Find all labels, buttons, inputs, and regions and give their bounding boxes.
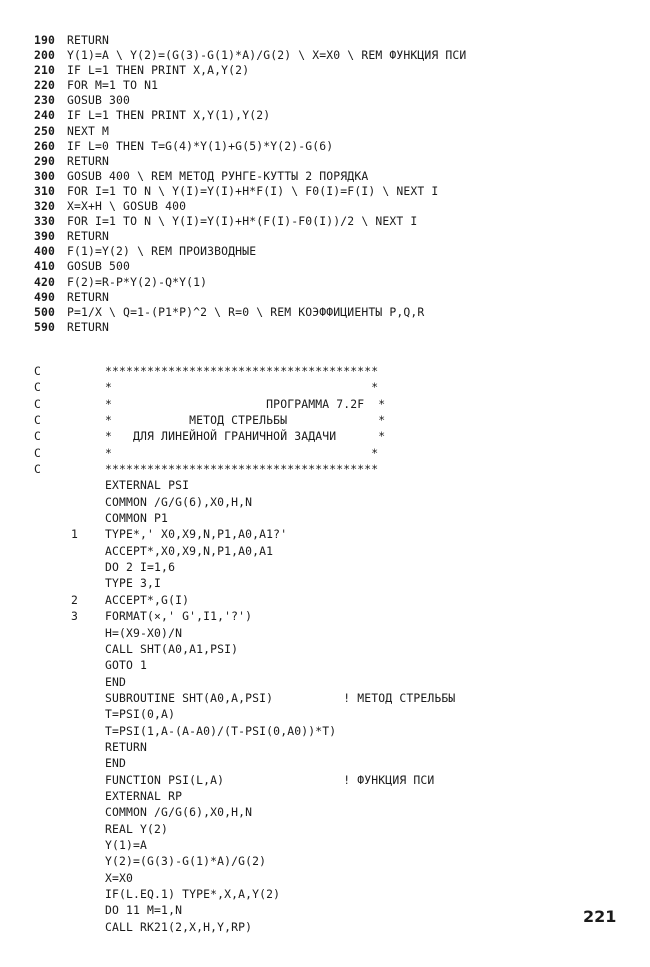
fortran-code: ACCEPT*,G(I) [105, 592, 190, 607]
fortran-label-column [34, 853, 105, 869]
fortran-code: ACCEPT*,X0,X9,N,P1,A0,A1 [105, 543, 274, 558]
comment-marker: C [34, 364, 42, 378]
fortran-label-column [34, 592, 105, 608]
basic-line [34, 63, 634, 78]
fortran-code: CALL SHT(A0,A1,PSI) [105, 641, 239, 656]
fortran-line [34, 526, 634, 542]
fortran-code: GOTO 1 [105, 658, 148, 673]
basic-line-code: IF L=1 THEN PRINT X,Y(1),Y(2) [67, 108, 271, 123]
fortran-label-column [34, 804, 105, 820]
basic-line [34, 214, 634, 229]
basic-line [34, 139, 634, 154]
basic-line-number: 500 [34, 304, 56, 319]
basic-line-number: 250 [34, 123, 56, 138]
basic-line [34, 275, 634, 290]
fortran-line [34, 755, 634, 771]
basic-line-code: F(1)=Y(2) \ REM ПРОИЗВОДНЫЕ [67, 244, 257, 259]
fortran-label-column [34, 428, 105, 444]
fortran-line [34, 559, 634, 575]
basic-line-number: 420 [34, 274, 56, 289]
basic-line-code: FOR M=1 TO N1 [67, 78, 159, 93]
fortran-line [34, 919, 634, 935]
fortran-label-column [34, 608, 105, 624]
fortran-code: T=PSI(0,A) [105, 707, 176, 722]
basic-line-code: RETURN [67, 229, 110, 244]
basic-line [34, 154, 634, 169]
fortran-code: Y(1)=A [105, 837, 148, 852]
fortran-label-column [34, 625, 105, 641]
fortran-code: TYPE 3,I [105, 576, 162, 591]
fortran-line [34, 657, 634, 673]
fortran-code: IF(L.EQ.1) TYPE*,X,A,Y(2) [105, 887, 281, 901]
basic-line [34, 229, 634, 244]
fortran-code: Y(2)=(G(3)-G(1)*A)/G(2) [105, 854, 267, 869]
fortran-line [34, 379, 634, 395]
fortran-line [34, 543, 634, 559]
fortran-label-column [34, 902, 105, 918]
fortran-line [34, 641, 634, 657]
page-number: 221 [583, 907, 617, 926]
comment-marker: C [34, 445, 42, 460]
fortran-code: EXTERNAL PSI [105, 478, 190, 493]
fortran-label-column [34, 396, 105, 412]
fortran-label-column [34, 788, 105, 804]
fortran-label-column [34, 870, 105, 886]
basic-line-code: RETURN [67, 153, 110, 168]
fortran-label-column [34, 674, 105, 690]
basic-line-number: 330 [34, 214, 56, 229]
fortran-label-column [34, 772, 105, 788]
fortran-code: TYPE*,' X0,X9,N,P1,A0,A1?' [105, 527, 288, 542]
basic-line-code: Y(1)=A \ Y(2)=(G(3)-G(1)*A)/G(2) \ X=X0 \ REM ФУНКЦИЯ ПСИ [67, 48, 467, 63]
fortran-code: COMMON /G/G(6),X0,H,N [105, 805, 253, 820]
fortran-label-column [34, 706, 105, 722]
fortran-code: H=(X9-X0)/N [105, 625, 183, 640]
fortran-label-column [34, 739, 105, 755]
basic-line-code: RETURN [67, 289, 110, 304]
basic-line-number: 490 [34, 289, 56, 304]
basic-line-code: GOSUB 300 [67, 93, 131, 108]
fortran-code: *************************************** [105, 462, 379, 477]
fortran-code: DO 11 M=1,N [105, 903, 183, 918]
fortran-code: EXTERNAL RP [105, 788, 183, 803]
fortran-label-column [34, 461, 105, 477]
basic-line [34, 78, 634, 93]
fortran-line [34, 428, 634, 444]
fortran-code: T=PSI(1,A-(A-A0)/(T-PSI(0,A0))*T) [105, 723, 337, 738]
fortran-label-column [34, 445, 105, 461]
fortran-code: COMMON /G/G(6),X0,H,N [105, 494, 253, 509]
basic-line-number: 300 [34, 168, 56, 183]
fortran-line [34, 690, 634, 706]
statement-label: 3 [71, 609, 79, 624]
fortran-code: COMMON P1 [105, 511, 169, 526]
fortran-label-column [34, 575, 105, 591]
basic-line-code: RETURN [67, 33, 110, 47]
fortran-code: *************************************** [105, 364, 379, 378]
basic-line [34, 48, 634, 63]
basic-line-code: IF L=1 THEN PRINT X,A,Y(2) [67, 63, 250, 78]
fortran-label-column [34, 919, 105, 935]
fortran-line [34, 396, 634, 412]
fortran-line [34, 575, 634, 591]
basic-line [34, 169, 634, 184]
fortran-line [34, 739, 634, 755]
fortran-label-column [34, 379, 105, 395]
fortran-code: X=X0 [105, 870, 134, 885]
fortran-label-column [34, 363, 105, 379]
comment-marker: C [34, 429, 42, 444]
fortran-code: FUNCTION PSI(L,A) ! ФУНКЦИЯ ПСИ [105, 772, 435, 787]
basic-line-code: IF L=0 THEN T=G(4)*Y(1)+G(5)*Y(2)-G(6) [67, 138, 334, 153]
fortran-line [34, 853, 634, 869]
basic-line [34, 93, 634, 108]
basic-line-code: GOSUB 400 \ REM МЕТОД РУНГЕ-КУТТЫ 2 ПОРЯДКА [67, 168, 369, 183]
comment-marker: C [34, 413, 42, 428]
fortran-line [34, 510, 634, 526]
basic-line-code: F(2)=R-P*Y(2)-Q*Y(1) [67, 274, 208, 289]
fortran-line [34, 494, 634, 510]
fortran-listing [34, 363, 634, 935]
fortran-line [34, 674, 634, 690]
fortran-line [34, 461, 634, 477]
comment-marker: C [34, 380, 42, 395]
basic-line-code: NEXT M [67, 123, 110, 138]
basic-line-number: 310 [34, 183, 56, 198]
basic-line-number: 590 [34, 319, 56, 334]
statement-label: 2 [71, 592, 79, 607]
fortran-line [34, 445, 634, 461]
fortran-code: REAL Y(2) [105, 821, 169, 836]
basic-line-number: 320 [34, 199, 56, 214]
basic-line [34, 305, 634, 320]
basic-line-code: GOSUB 500 [67, 259, 131, 274]
basic-line-code: RETURN [67, 319, 110, 334]
comment-marker: C [34, 462, 42, 477]
fortran-code: * ДЛЯ ЛИНЕЙНОЙ ГРАНИЧНОЙ ЗАДАЧИ * [105, 429, 386, 444]
statement-label: 1 [71, 527, 79, 542]
basic-line [34, 184, 634, 199]
basic-line-number: 260 [34, 138, 56, 153]
basic-line-number: 200 [34, 48, 56, 63]
fortran-line [34, 625, 634, 641]
fortran-code: SUBROUTINE SHT(A0,A,PSI) ! МЕТОД СТРЕЛЬБЫ [105, 690, 456, 705]
basic-line-number: 410 [34, 259, 56, 274]
fortran-label-column [34, 886, 105, 902]
fortran-line [34, 902, 634, 918]
fortran-label-column [34, 412, 105, 428]
basic-line [34, 244, 634, 259]
fortran-label-column [34, 821, 105, 837]
comment-marker: C [34, 396, 42, 411]
fortran-line [34, 772, 634, 788]
fortran-line [34, 870, 634, 886]
basic-line [34, 108, 634, 123]
fortran-label-column [34, 657, 105, 673]
basic-line-number: 240 [34, 108, 56, 123]
fortran-code: * * [105, 445, 379, 460]
fortran-label-column [34, 559, 105, 575]
basic-line [34, 290, 634, 305]
fortran-line [34, 886, 634, 902]
fortran-line [34, 608, 634, 624]
basic-line [34, 320, 634, 335]
fortran-line [34, 837, 634, 853]
fortran-line [34, 788, 634, 804]
fortran-label-column [34, 690, 105, 706]
fortran-code: END [105, 674, 127, 689]
fortran-label-column [34, 543, 105, 559]
fortran-line [34, 592, 634, 608]
basic-line-number: 230 [34, 93, 56, 108]
fortran-label-column [34, 510, 105, 526]
basic-line-number: 190 [34, 33, 56, 47]
fortran-label-column [34, 723, 105, 739]
fortran-line [34, 821, 634, 837]
fortran-code: END [105, 756, 127, 771]
basic-line-code: FOR I=1 TO N \ Y(I)=Y(I)+H*F(I) \ F0(I)=F(I) \ NEXT I [67, 183, 439, 198]
basic-listing [34, 33, 634, 335]
fortran-code: RETURN [105, 739, 148, 754]
basic-line [34, 124, 634, 139]
fortran-code: * ПРОГРАММА 7.2F * [105, 396, 386, 411]
basic-line-number: 390 [34, 229, 56, 244]
fortran-line [34, 477, 634, 493]
fortran-code: * * [105, 380, 379, 395]
fortran-code: DO 2 I=1,6 [105, 560, 176, 575]
basic-line-code: X=X+H \ GOSUB 400 [67, 199, 187, 214]
basic-line-number: 220 [34, 78, 56, 93]
fortran-code: CALL RK21(2,X,H,Y,RP) [105, 919, 253, 934]
fortran-code: FORMAT(×,' G',I1,'?') [105, 609, 253, 624]
basic-line-code: FOR I=1 TO N \ Y(I)=Y(I)+H*(F(I)-F0(I))/2 \ NEXT I [67, 214, 418, 229]
fortran-label-column [34, 477, 105, 493]
basic-line [34, 199, 634, 214]
fortran-line [34, 363, 634, 379]
fortran-line [34, 723, 634, 739]
fortran-label-column [34, 755, 105, 771]
fortran-line [34, 706, 634, 722]
fortran-line [34, 804, 634, 820]
basic-line-number: 400 [34, 244, 56, 259]
fortran-code: * МЕТОД СТРЕЛЬБЫ * [105, 413, 386, 428]
basic-line-number: 290 [34, 153, 56, 168]
basic-line-number: 210 [34, 63, 56, 78]
basic-line [34, 259, 634, 274]
fortran-label-column [34, 641, 105, 657]
basic-line-code: P=1/X \ Q=1-(P1*P)^2 \ R=0 \ REM КОЭФФИЦИЕНТЫ P,Q,R [67, 304, 425, 319]
fortran-label-column [34, 837, 105, 853]
fortran-line [34, 412, 634, 428]
basic-line [34, 33, 634, 48]
fortran-label-column [34, 526, 105, 542]
fortran-label-column [34, 494, 105, 510]
